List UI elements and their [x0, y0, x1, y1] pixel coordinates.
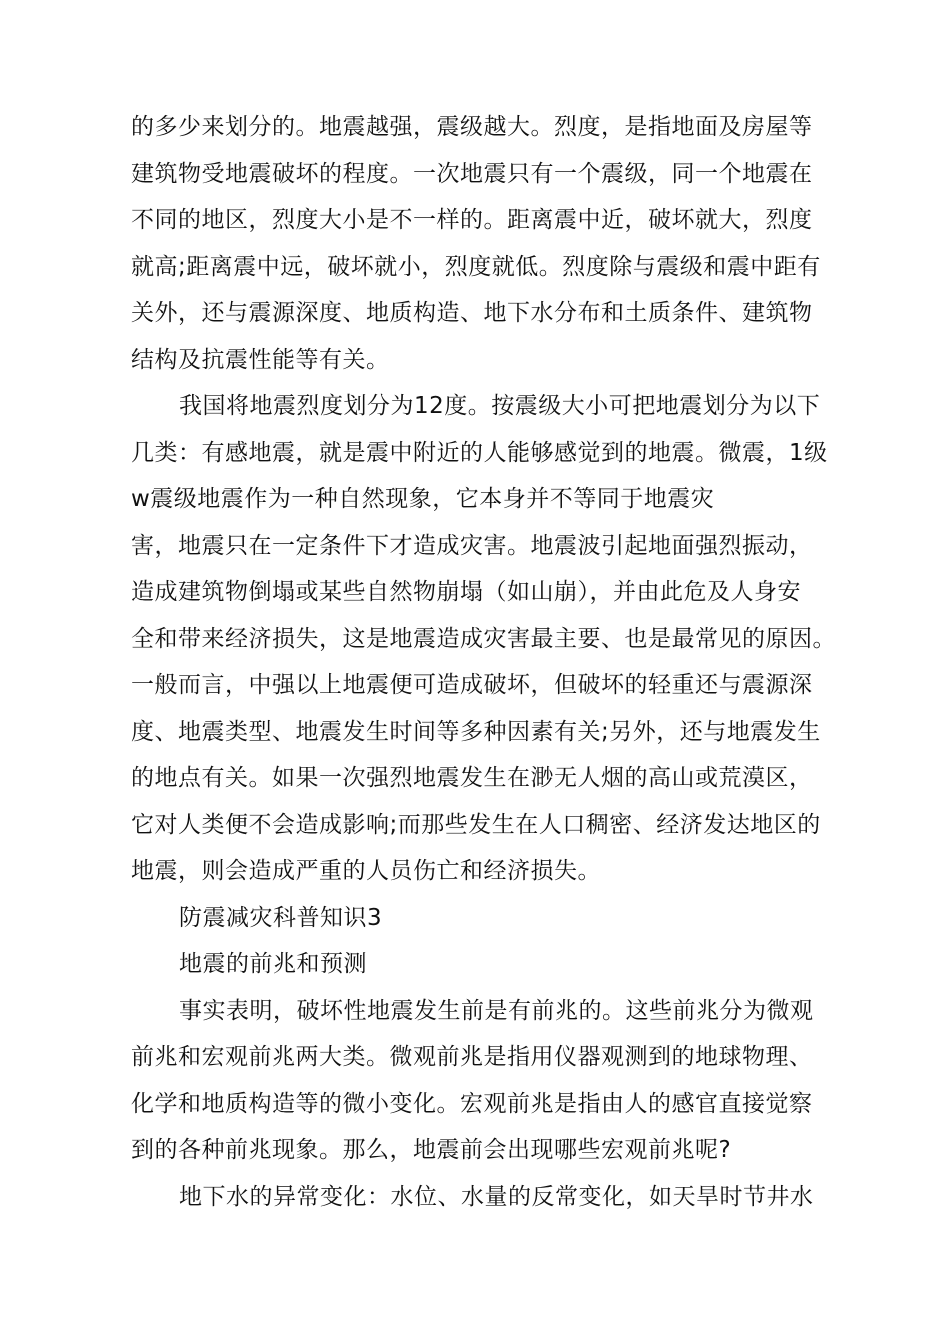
text-line: 几类：有感地震，就是震中附近的人能够感觉到的地震。微震，1级	[131, 440, 828, 466]
text-line: w震级地震作为一种自然现象，它本身并不等同于地震灾	[131, 486, 715, 512]
text-line: 事实表明，破坏性地震发生前是有前兆的。这些前兆分为微观	[179, 998, 814, 1024]
text-line: 的多少来划分的。地震越强，震级越大。烈度，是指地面及房屋等	[131, 114, 813, 140]
text-line: 造成建筑物倒塌或某些自然物崩塌（如山崩），并由此危及人身安	[131, 579, 801, 605]
text-line: 前兆和宏观前兆两大类。微观前兆是指用仪器观测到的地球物理、	[131, 1044, 813, 1070]
text-line: 的地点有关。如果一次强烈地震发生在渺无人烟的高山或荒漠区，	[131, 765, 813, 791]
section-subheading: 地震的前兆和预测	[179, 951, 367, 977]
text-line: 一般而言，中强以上地震便可造成破坏，但破坏的轻重还与震源深	[131, 672, 813, 698]
text-line: 结构及抗震性能等有关。	[131, 347, 390, 373]
section-heading: 防震减灾科普知识3	[179, 905, 383, 931]
text-line: 地下水的异常变化：水位、水量的反常变化，如天旱时节井水	[179, 1184, 814, 1210]
text-line: 建筑物受地震破坏的程度。一次地震只有一个震级，同一个地震在	[131, 161, 813, 187]
text-line: 它对人类便不会造成影响;而那些发生在人口稠密、经济发达地区的	[131, 812, 821, 838]
text-line: 到的各种前兆现象。那么，地震前会出现哪些宏观前兆呢?	[131, 1137, 732, 1163]
text-line: 我国将地震烈度划分为12度。按震级大小可把地震划分为以下	[179, 393, 821, 419]
text-line: 关外，还与震源深度、地质构造、地下水分布和土质条件、建筑物	[131, 300, 813, 326]
text-line: 化学和地质构造等的微小变化。宏观前兆是指由人的感官直接觉察	[131, 1091, 813, 1117]
text-line: 度、地震类型、地震发生时间等多种因素有关;另外，还与地震发生	[131, 719, 821, 745]
text-line: 就高;距离震中远，破坏就小，烈度就低。烈度除与震级和震中距有	[131, 254, 821, 280]
text-line: 不同的地区，烈度大小是不一样的。距离震中近，破坏就大，烈度	[131, 207, 813, 233]
text-line: 害，地震只在一定条件下才造成灾害。地震波引起地面强烈振动，	[131, 533, 813, 559]
text-line: 全和带来经济损失，这是地震造成灾害最主要、也是最常见的原因。	[131, 626, 836, 652]
text-line: 地震，则会造成严重的人员伤亡和经济损失。	[131, 858, 601, 884]
